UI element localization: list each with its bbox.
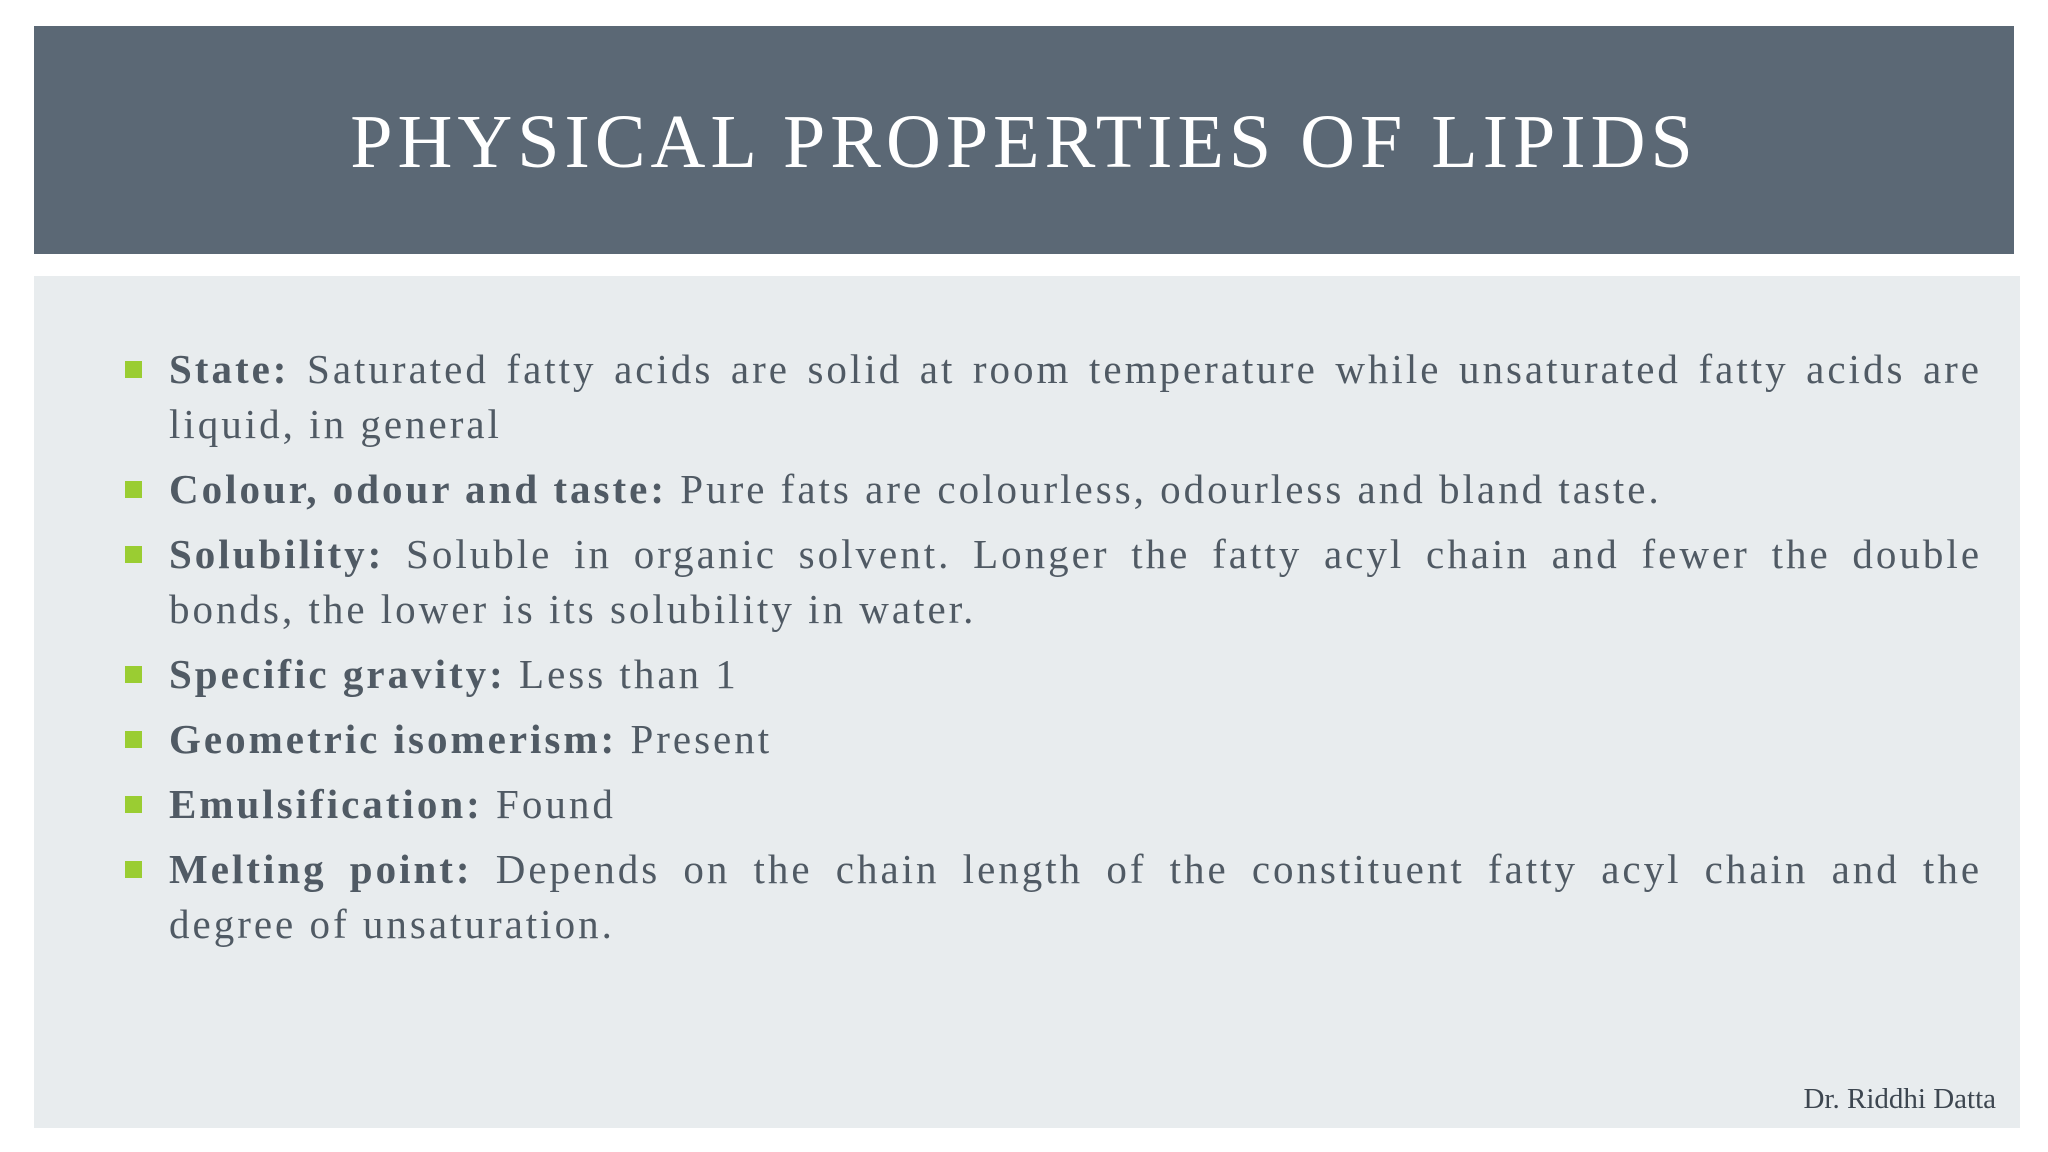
bullet-item-emulsification — [122, 777, 1982, 832]
bullet-text: Pure fats are colourless, odourless and bland taste. — [680, 466, 1662, 512]
bullet-item-melting-point — [122, 842, 1982, 952]
bullet-text: Depends on the chain length of the constituent fatty acyl chain and the degree of unsaturation. — [169, 846, 1983, 947]
bullet-text: Present — [630, 716, 773, 762]
square-bullet-icon — [125, 796, 142, 813]
bullet-term: State: — [169, 346, 290, 392]
bullet-item-solubility — [122, 527, 1982, 637]
bullet-text: Less than 1 — [519, 651, 739, 697]
bullet-term: Colour, odour and taste: — [169, 466, 668, 512]
bullet-text: Soluble in organic solvent. Longer the fatty acyl chain and fewer the double bonds, the lower is its solubility in water. — [169, 531, 1983, 632]
square-bullet-icon — [125, 361, 142, 378]
bullet-item-geometric-isomerism — [122, 712, 1982, 767]
bullet-item-specific-gravity — [122, 647, 1982, 702]
title-bar — [34, 26, 2014, 254]
content-panel — [34, 276, 2020, 1128]
bullet-term: Emulsification: — [169, 781, 483, 827]
bullet-text: Saturated fatty acids are solid at room temperature while unsaturated fatty acids are liquid, in general — [169, 346, 1983, 447]
square-bullet-icon — [125, 666, 142, 683]
bullet-list — [122, 342, 1982, 962]
slide-title: PHYSICAL PROPERTIES OF LIPIDS — [350, 100, 1698, 184]
author-footer: Dr. Riddhi Datta — [1803, 1083, 1996, 1115]
square-bullet-icon — [125, 546, 142, 563]
bullet-term: Geometric isomerism: — [169, 716, 618, 762]
square-bullet-icon — [125, 731, 142, 748]
bullet-item-colour-odour-taste — [122, 462, 1982, 517]
square-bullet-icon — [125, 861, 142, 878]
bullet-item-state — [122, 342, 1982, 452]
bullet-text: Found — [496, 781, 616, 827]
square-bullet-icon — [125, 481, 142, 498]
bullet-term: Specific gravity: — [169, 651, 506, 697]
bullet-term: Solubility: — [169, 531, 385, 577]
bullet-term: Melting point: — [169, 846, 473, 892]
